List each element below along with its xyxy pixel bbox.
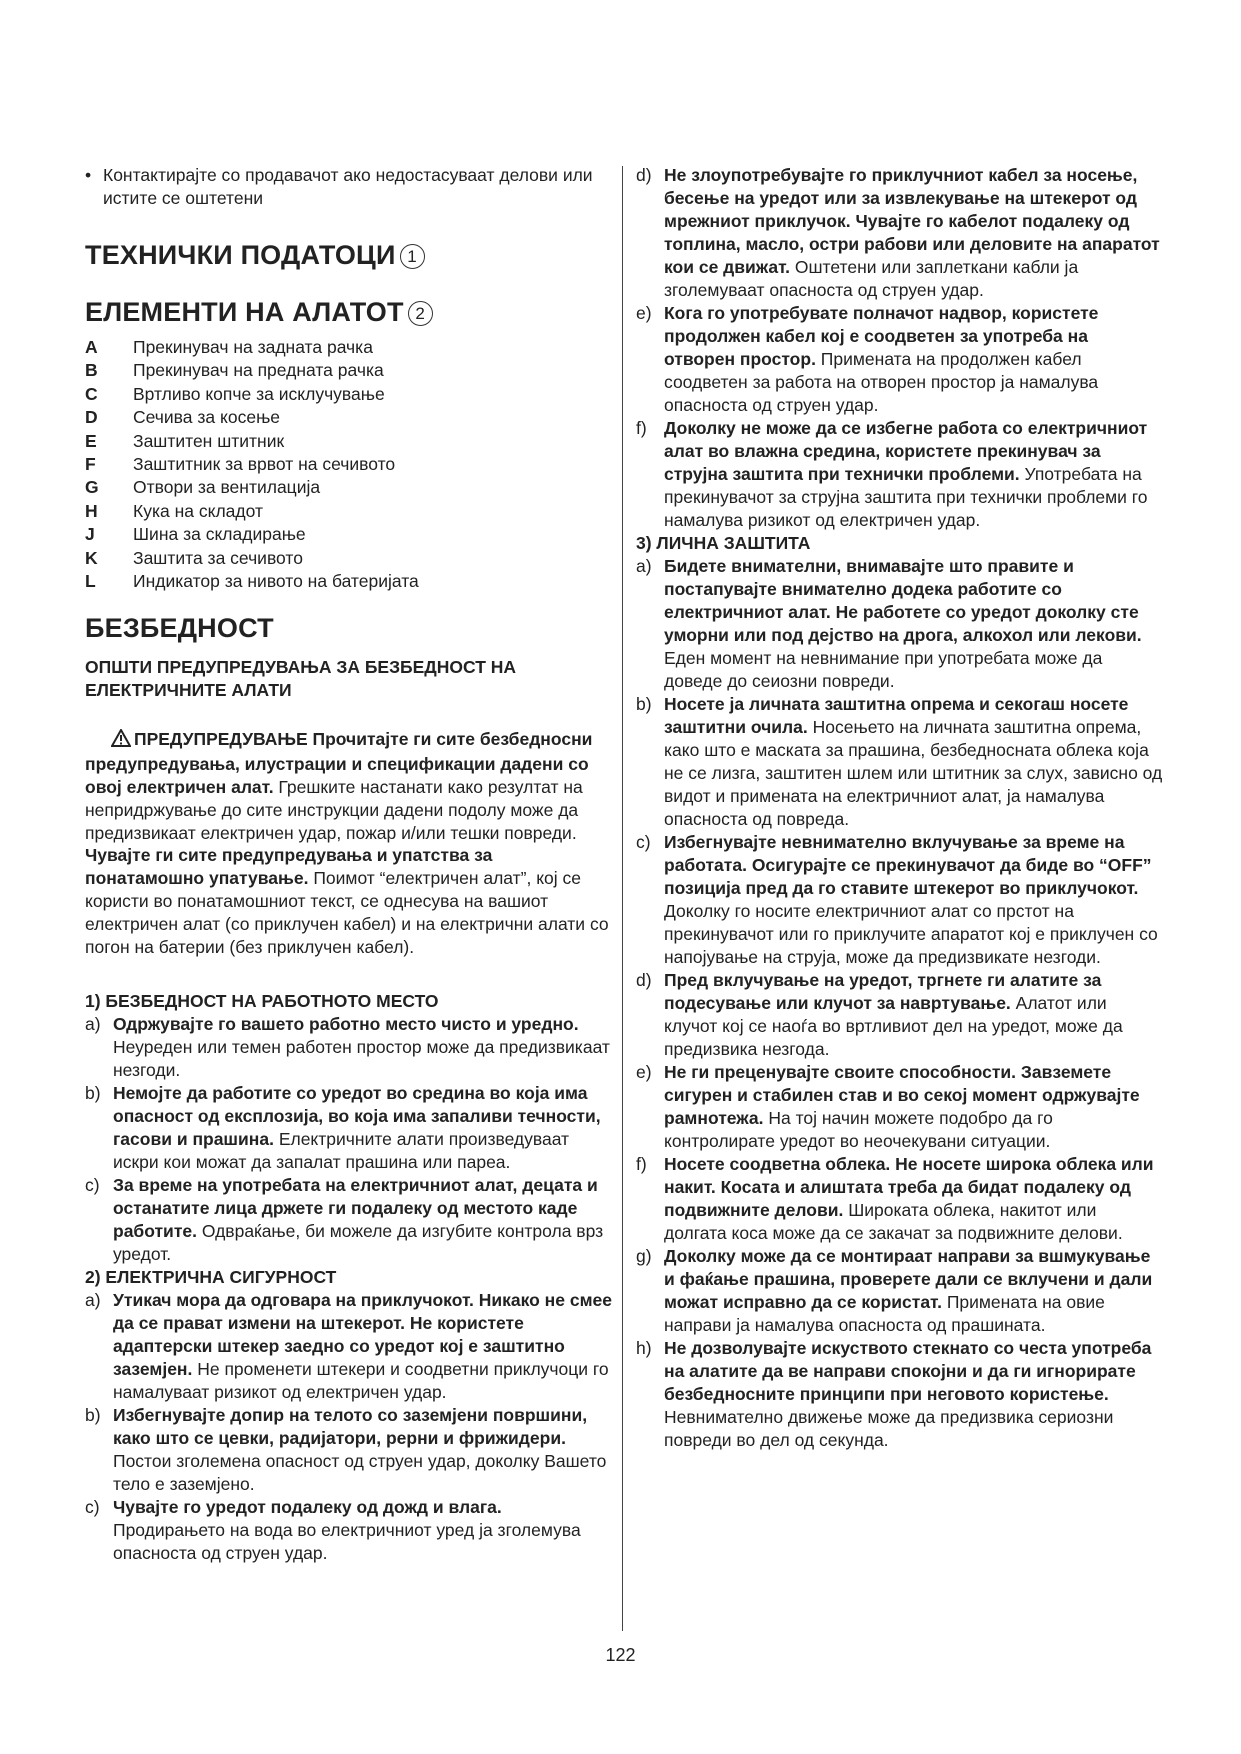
- component-c: C Вртливо копче за исклучување: [85, 383, 385, 404]
- electrical-item-e: e) Кога го употребувате полначот надвор, користете продолжен кабел кој е соодветен за употреба на отворен простор. Примената на продолжен кабел соодветен за работа на отворен простор ја намалува опасноста од струен удар.: [636, 303, 1099, 415]
- component-b: B Прекинувач на предната рачка: [85, 360, 384, 381]
- figure-ref-1: 1: [400, 244, 425, 269]
- electrical-item-c: c) Чувајте го уредот подалеку од дожд и влага. Продирањето на вода во електричниот уред ја зголемува опасноста од струен удар.: [85, 1497, 581, 1564]
- personal-item-a: a) Бидете внимателни, внимавајте што правите и постапувајте внимателно додека работите со електричниот алат. Не работете со уредот доколку сте уморни или под дејство на дрога, алкохол или лекови. Еден момент на невнимание при употребата може да доведе до сеиозни повреди.: [636, 556, 1142, 691]
- workplace-item-b: b) Немојте да работите со уредот во средина во која има опасност од експлозија, во која има запаливи течности, гасови и прашина. Електричните алати произведуваат искри кои можат да запалат прашина или пареа.: [85, 1083, 601, 1173]
- electrical-item-a: a) Утикач мора да одговара на приклучокот. Никако не смее да се прават измени на штекерот. Не користете адаптерски штекер заедно со уредот кој е заштитно заземјен. Не променети штекери и соодветни приклучоци го намалуваат ризикот од електричен удар.: [85, 1290, 612, 1403]
- safety-heading: БЕЗБЕДНОСТ: [85, 613, 274, 644]
- general-warnings-heading: ОПШТИ ПРЕДУПРЕДУВАЊА ЗА БЕЗБЕДНОСТ НА ЕЛЕКТРИЧНИТЕ АЛАТИ: [85, 657, 517, 701]
- column-divider: [622, 166, 623, 1631]
- component-g: G Отвори за вентилација: [85, 477, 321, 498]
- workplace-item-a: a) Одржувајте го вашето работно место чисто и уредно. Неуреден или темен работен простор може да предизвикаат незгоди.: [85, 1014, 610, 1081]
- warning-triangle-icon: [111, 729, 131, 753]
- component-e: E Заштитен штитник: [85, 430, 285, 451]
- missing-parts-note: • Контактирајте со продавачот ако недостасуваат делови или иститe се оштетени: [85, 164, 615, 210]
- workplace-safety-heading: 1) БЕЗБЕДНОСТ НА РАБОТНОТО МЕСТО: [85, 991, 439, 1012]
- component-h: H Кука на складот: [85, 500, 263, 521]
- personal-item-f: f) Носете соодветна облека. Не носете широка облека или накит. Косата и алиштата треба да бидат подалеку од подвижните делови. Широката облека, накитот или долгата коса може да се закачат за подвижните делови.: [636, 1154, 1154, 1243]
- component-d: D Сечива за косење: [85, 407, 281, 428]
- component-l: L Индикатор за нивото на батеријата: [85, 571, 419, 592]
- page-number: 122: [605, 1645, 636, 1665]
- personal-item-h: h) Не дозволувајте искуството стекнато со честа употреба на алатите да ве направи спокојни и да ги игнорирате безбедносните принципи при неговото користење. Невнимателно движење може да предизвика сериозни повреди во дел од секунда.: [636, 1338, 1152, 1450]
- component-k: K Заштита за сечивото: [85, 547, 303, 568]
- right-column: [636, 164, 1163, 1452]
- left-column: [85, 164, 615, 1565]
- personal-item-c: c) Избегнувајте невнимателно вклучување за време на работата. Осигурајте се прекинувачот да биде во “OFF” позиција пред да го ставите штекерот во приклучокот. Доколку го носите електричниот алат со прстот на прекинувачот или го приклучите апаратот кој е приклучен со напојување на струја, може да предизвикате незгоди.: [636, 832, 1158, 967]
- electrical-safety-heading: 2) ЕЛЕКТРИЧНА СИГУРНОСТ: [85, 1267, 337, 1288]
- tool-elements-heading: ЕЛЕМЕНТИ НА АЛАТОТ 2: [85, 297, 615, 328]
- component-a: A Прекинувач на задната рачка: [85, 337, 373, 357]
- personal-item-d: d) Пред вклучување на уредот, тргнете ги алатите за подесување или клучот за навртување. Алатот или клучот кој се наоѓа во вртливиот дел на уредот, може да предизвика незгода.: [636, 970, 1123, 1059]
- electrical-item-d: d) Не злоупотребувајте го приклучниот кабел за носење, бесење на уредот или за извлекување на штекерот од мрежниот приклучок. Чувајте го кабелот подалеку од топлина, масло, остри рабови или деловите на апаратот кои се движат. Оштетени или заплеткани кабли ја зголемуваат опасноста од струен удар.: [636, 165, 1160, 300]
- technical-data-heading: ТЕХНИЧКИ ПОДАТОЦИ 1: [85, 240, 615, 271]
- electrical-item-f: f) Доколку не може да се избегне работа со електричниот алат во влажна средина, користете прекинувач за струјна заштита при технички проблеми. Употребата на прекинувачот за струјна заштита при технички проблеми го намалува ризикот од електричен удар.: [636, 418, 1148, 530]
- component-list: [85, 336, 615, 593]
- personal-item-e: e) Не ги преценувајте своите способности. Завземете сигурен и стабилен став и во секој момент одржувајте рамнотежа. На тој начин можете подобро да го контролирате уредот во неочекувани ситуации.: [636, 1062, 1140, 1151]
- personal-item-b: b) Носете ја личната заштитна опрема и секогаш носете заштитни очила. Носењето на личната заштитна опрема, како што е маската за прашина, безбедносната облека која не се лизга, заштитен шлем или штитник за слух, зависно од видот и примената на електричниот алат, ја намалува опасноста од повреда.: [636, 694, 1163, 829]
- personal-safety-heading: 3) ЛИЧНА ЗАШТИТА: [636, 533, 811, 553]
- electrical-item-b: b) Избегнувајте допир на телото со заземјени површини, како што се цевки, радијатори, рерни и фрижидери. Постои зголемена опасност од струен удар, доколку Вашето тело е заземјено.: [85, 1405, 607, 1495]
- personal-item-g: g) Доколку може да се монтираат направи за вшмукување и фаќање прашина, проверете дали се вклучени и дали можат исправно да се користат. Примената на овие направи ја намалува опасноста од прашината.: [636, 1246, 1153, 1335]
- workplace-item-c: c) За време на употребата на електричниот алат, децата и останатите лица држете ги подалеку од местото каде работите. Одвраќање, би можеле да изгубите контрола врз уредот.: [85, 1175, 604, 1265]
- figure-ref-2: 2: [408, 301, 433, 326]
- warning-paragraph: ПРЕДУПРЕДУВАЊЕ Прочитајте ги сите безбедносни предупредувања, илустрации и спецификации дадени со овој електричен алат. Грешките настанати како резултат на непридржување до сите инструкции дадени подолу може да предизвикаат електричен удар, пожар и/или тешки повреди. Чувајте ги сите предупредувања и упатства за понатамошно упатување. Поимот “електричен алат”, кој се користи во понатамошниот текст, се однесува на вашиот електричен алат (со приклучен кабел) и на електрични алати со погон на батерии (без приклучен кабел).: [85, 729, 609, 957]
- component-j: J Шина за складирање: [85, 524, 306, 545]
- component-f: F Заштитник за врвот на сечивото: [85, 454, 396, 475]
